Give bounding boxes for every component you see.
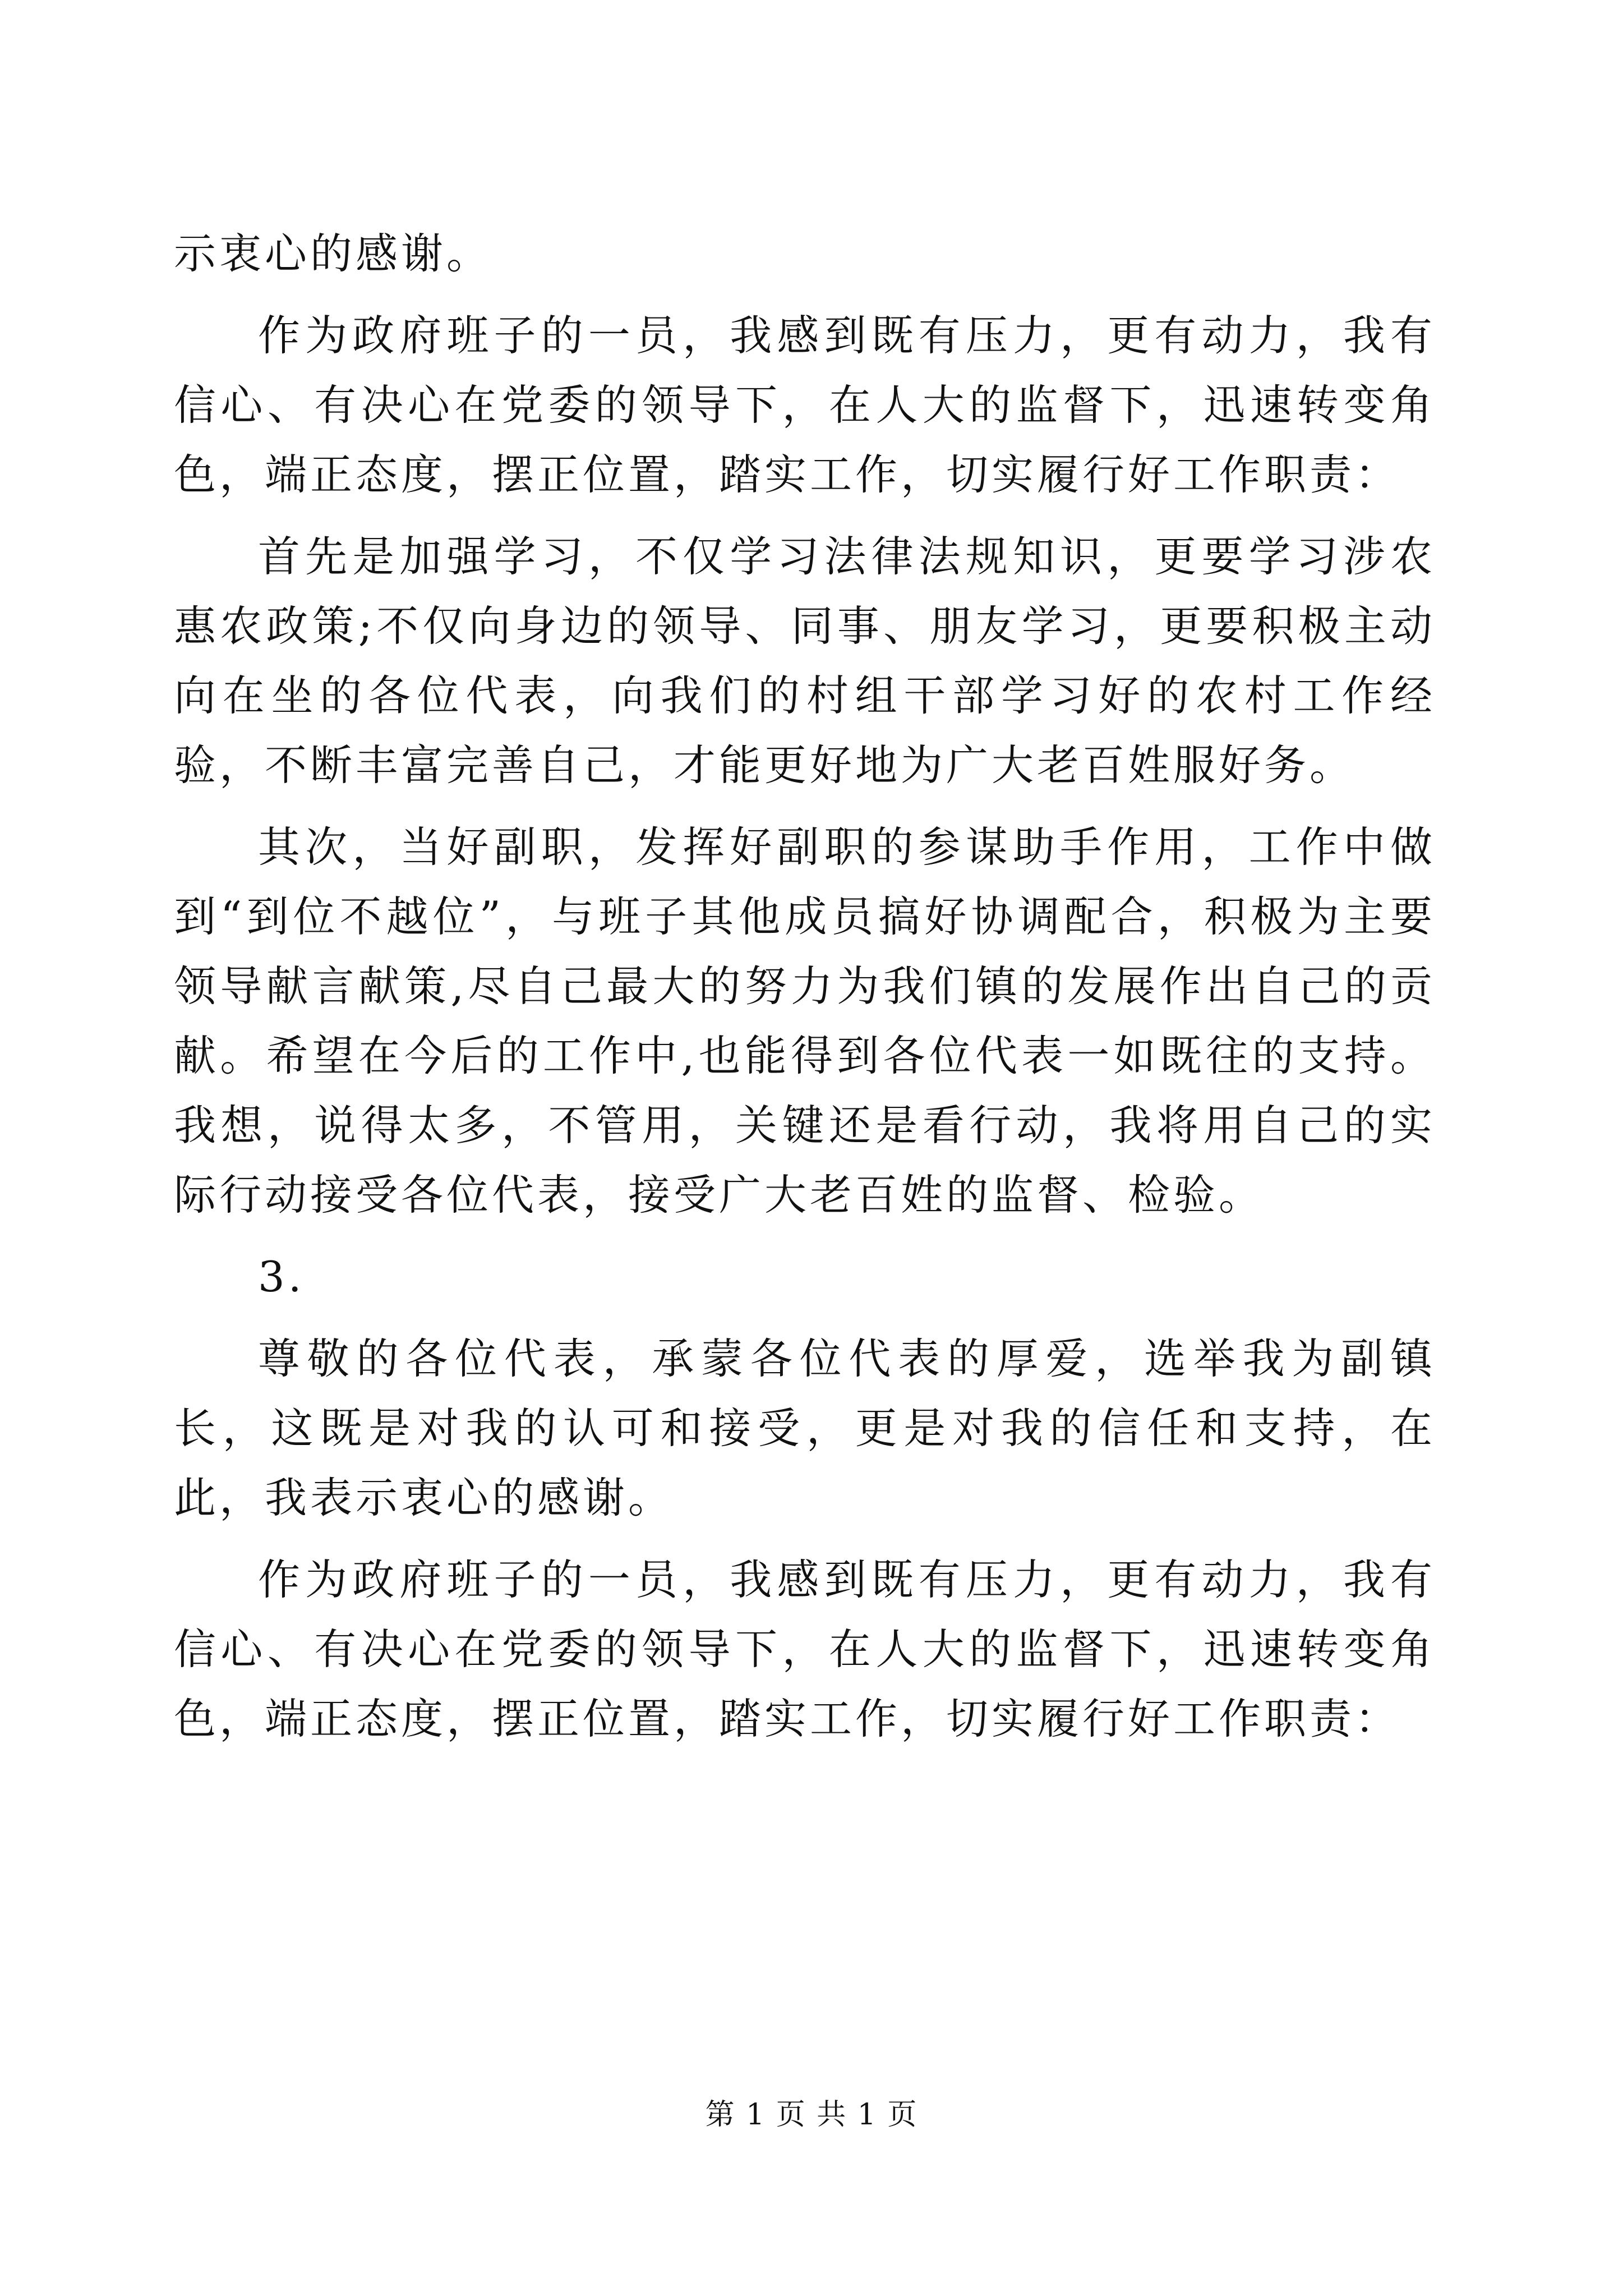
paragraph-1: 示衷心的感谢。 <box>174 229 492 278</box>
paragraph-6: 作为政府班子的一员，我感到既有压力，更有动力，我有信心、有决心在党委的领导下，在人大的监督下，迅速转变角色，端正态度，摆正位置，踏实工作，切实履行好工作职责： <box>174 1555 1436 1743</box>
paragraph-5: 尊敬的各位代表，承蒙各位代表的厚爱，选举我为副镇长，这既是对我的认可和接受，更是对我的信任和支持，在此，我表示衷心的感谢。 <box>174 1334 1436 1522</box>
page-footer: 第 1 页 共 1 页 <box>705 2098 918 2132</box>
paragraph-4: 其次，当好副职，发挥好副职的参谋助手作用，工作中做到“到位不越位”，与班子其他成员搞好协调配合，积极为主要领导献言献策,尽自己最大的努力为我们镇的发展作出自己的贡献。希望在今后的工作中,也能得到各位代表一如既往的支持。我想，说得太多，不管用，关键还是看行动，我将用自己的实际行动接受各位代表，接受广大老百姓的监督、检验。 <box>174 822 1436 1220</box>
paragraph-3: 首先是加强学习，不仅学习法律法规知识，更要学习涉农惠农政策;不仅向身边的领导、同事、朋友学习，更要积极主动向在坐的各位代表，向我们的村组干部学习好的农村工作经验，不断丰富完善自己，才能更好地为广大老百姓服好务。 <box>174 532 1436 790</box>
paragraph-2: 作为政府班子的一员，我感到既有压力，更有动力，我有信心、有决心在党委的领导下，在人大的监督下，迅速转变角色，端正态度，摆正位置，踏实工作，切实履行好工作职责： <box>174 311 1436 499</box>
section-number: 3. <box>258 1252 305 1301</box>
document-body <box>174 219 1436 1766</box>
